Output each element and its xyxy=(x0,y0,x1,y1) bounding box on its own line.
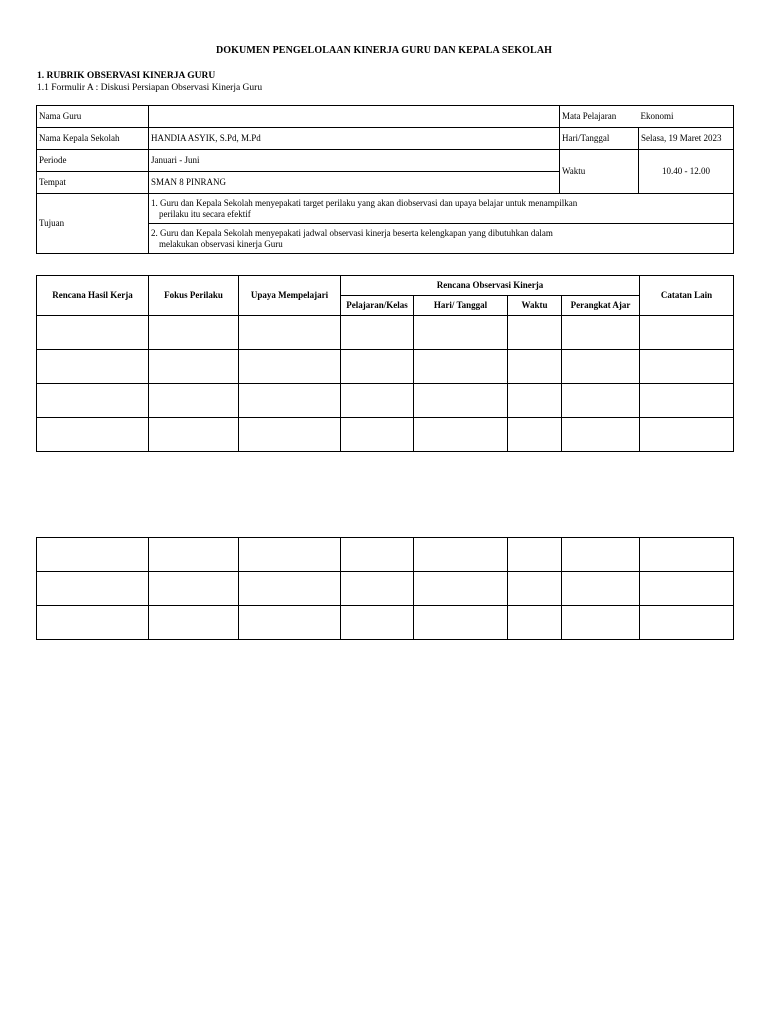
table-cell xyxy=(508,350,562,384)
periode-label: Periode xyxy=(37,150,149,172)
table-cell xyxy=(414,350,508,384)
header-rencana-hasil-kerja: Rencana Hasil Kerja xyxy=(37,276,149,316)
table-cell xyxy=(414,384,508,418)
waktu-value: 10.40 - 12.00 xyxy=(639,150,734,194)
table-cell xyxy=(414,316,508,350)
header-fokus-perilaku: Fokus Perilaku xyxy=(149,276,239,316)
table-cell xyxy=(341,572,414,606)
table-cell xyxy=(149,572,239,606)
header-pelajaran-kelas: Pelajaran/Kelas xyxy=(341,296,414,316)
table-row xyxy=(37,418,734,452)
table-cell xyxy=(239,606,341,640)
tujuan-item-1 xyxy=(149,194,734,224)
table-cell xyxy=(562,316,640,350)
table-cell xyxy=(239,572,341,606)
nama-guru-label: Nama Guru xyxy=(37,106,149,128)
table-cell xyxy=(640,350,734,384)
table-row xyxy=(37,606,734,640)
table-cell xyxy=(640,418,734,452)
table-row xyxy=(37,538,734,572)
observation-plan-table xyxy=(36,275,734,452)
tujuan-item-2 xyxy=(149,224,734,254)
table-cell xyxy=(414,418,508,452)
table-cell xyxy=(414,606,508,640)
tujuan-label: Tujuan xyxy=(37,194,149,254)
table-cell xyxy=(149,538,239,572)
header-perangkat-ajar: Perangkat Ajar xyxy=(562,296,640,316)
mata-pelajaran-value: Ekonomi xyxy=(639,106,734,128)
table-cell xyxy=(37,606,149,640)
table-cell xyxy=(239,350,341,384)
table-cell xyxy=(341,384,414,418)
table-cell xyxy=(414,538,508,572)
hari-tanggal-label: Hari/Tanggal xyxy=(560,128,639,150)
header-hari-tanggal: Hari/ Tanggal xyxy=(414,296,508,316)
table-cell xyxy=(640,384,734,418)
info-table xyxy=(36,105,734,254)
hari-tanggal-value: Selasa, 19 Maret 2023 xyxy=(639,128,734,150)
table-cell xyxy=(508,418,562,452)
table-cell xyxy=(508,538,562,572)
table-row xyxy=(37,316,734,350)
table-cell xyxy=(239,384,341,418)
tempat-value: SMAN 8 PINRANG xyxy=(149,172,560,194)
table-cell xyxy=(341,418,414,452)
section-title: 1. RUBRIK OBSERVASI KINERJA GURU xyxy=(37,71,216,81)
table-cell xyxy=(341,538,414,572)
header-catatan-lain: Catatan Lain xyxy=(640,276,734,316)
table-cell xyxy=(562,572,640,606)
table-row xyxy=(37,572,734,606)
nama-kepala-value: HANDIA ASYIK, S.Pd, M.Pd xyxy=(149,128,560,150)
nama-kepala-label: Nama Kepala Sekolah xyxy=(37,128,149,150)
tujuan-1-line-2: perilaku itu secara efektif xyxy=(159,208,251,219)
table-cell xyxy=(562,350,640,384)
table-cell xyxy=(508,316,562,350)
table-cell xyxy=(149,350,239,384)
table-cell xyxy=(341,350,414,384)
waktu-label: Waktu xyxy=(560,150,639,194)
table-cell xyxy=(640,572,734,606)
table-cell xyxy=(562,606,640,640)
table-cell xyxy=(640,316,734,350)
table-row xyxy=(37,384,734,418)
table-cell xyxy=(341,606,414,640)
mata-pelajaran-label: Mata Pelajaran xyxy=(560,106,639,128)
header-upaya-mempelajari: Upaya Mempelajari xyxy=(239,276,341,316)
table-cell xyxy=(149,418,239,452)
header-waktu: Waktu xyxy=(508,296,562,316)
table-cell xyxy=(508,384,562,418)
table-cell xyxy=(562,418,640,452)
table-cell xyxy=(239,418,341,452)
periode-value: Januari - Juni xyxy=(149,150,560,172)
observation-plan-table-continued xyxy=(36,537,734,640)
table-cell xyxy=(508,606,562,640)
table-cell xyxy=(239,316,341,350)
nama-guru-value xyxy=(149,106,560,128)
table-cell xyxy=(37,316,149,350)
table-cell xyxy=(640,606,734,640)
header-rencana-observasi: Rencana Observasi Kinerja xyxy=(341,276,640,296)
tujuan-2-line-2: melakukan observasi kinerja Guru xyxy=(159,238,283,249)
tujuan-1-line-1: 1. Guru dan Kepala Sekolah menyepakati target perilaku yang akan diobservasi dan upaya belajar untuk menampilkan xyxy=(151,197,578,208)
table-row xyxy=(37,350,734,384)
table-cell xyxy=(149,606,239,640)
table-cell xyxy=(37,350,149,384)
table-cell xyxy=(239,538,341,572)
table-cell xyxy=(562,384,640,418)
table-cell xyxy=(37,538,149,572)
table-cell xyxy=(640,538,734,572)
table-cell xyxy=(562,538,640,572)
table-cell xyxy=(341,316,414,350)
table-cell xyxy=(37,418,149,452)
table-cell xyxy=(414,572,508,606)
table-cell xyxy=(508,572,562,606)
table-cell xyxy=(149,316,239,350)
table-cell xyxy=(149,384,239,418)
tujuan-2-line-1: 2. Guru dan Kepala Sekolah menyepakati jadwal observasi kinerja beserta kelengkapan yang dibutuhkan dalam xyxy=(151,227,553,238)
document-title: DOKUMEN PENGELOLAAN KINERJA GURU DAN KEPALA SEKOLAH xyxy=(215,45,553,56)
subsection-title: 1.1 Formulir A : Diskusi Persiapan Observasi Kinerja Guru xyxy=(37,83,263,93)
table-cell xyxy=(37,384,149,418)
table-cell xyxy=(37,572,149,606)
tempat-label: Tempat xyxy=(37,172,149,194)
